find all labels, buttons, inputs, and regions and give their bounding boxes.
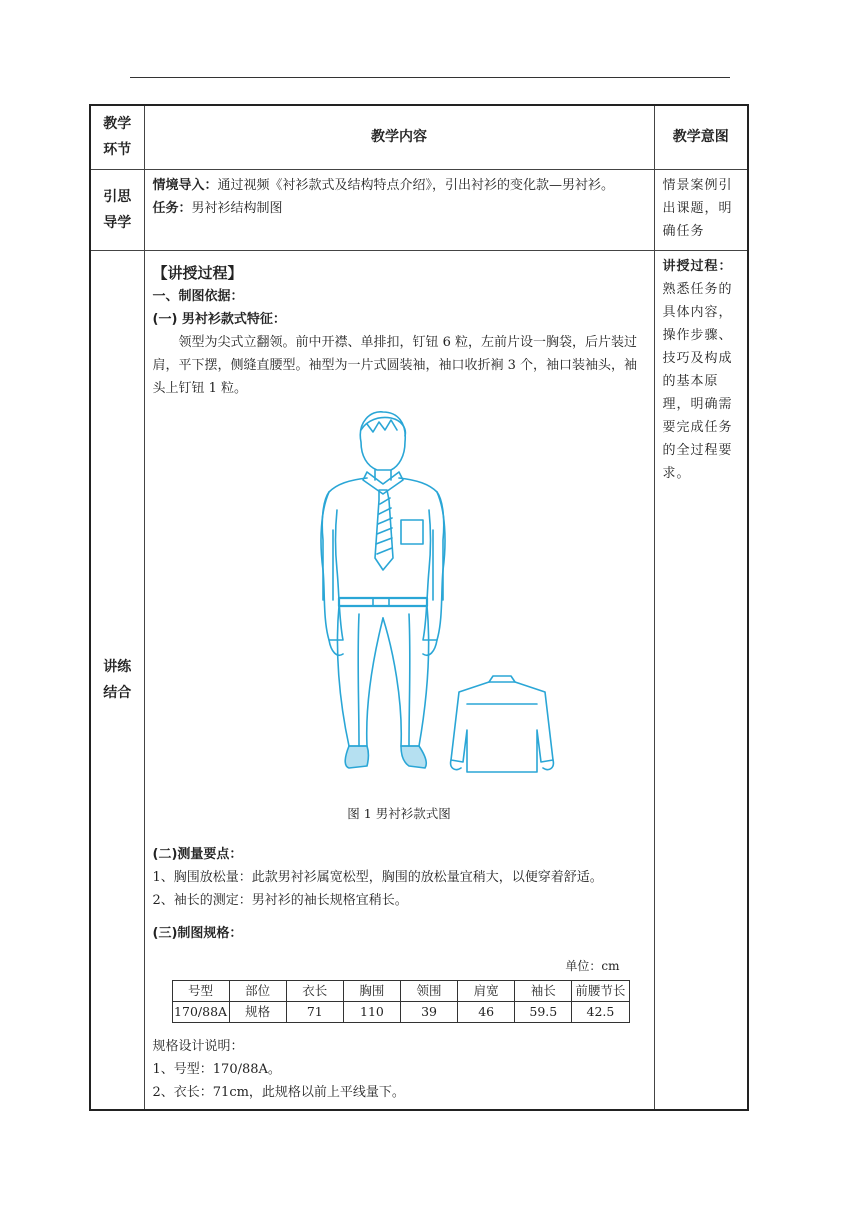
intent-text: 熟悉任务的具体内容，操作步骤、技巧及构成的基本原理，明确需要完成任务的全过程要求。	[662, 281, 733, 481]
shirt-style-illustration	[153, 400, 647, 800]
point-2: 2、袖长的测定：男衬衫的袖长规格宜稍长。	[152, 892, 408, 908]
spec-value-cell: 39	[401, 1001, 458, 1022]
row-intro	[90, 169, 748, 250]
spec-header-cell: 肩宽	[458, 980, 515, 1001]
section-teaching	[90, 250, 144, 1110]
spec-header-cell: 前腰节长	[572, 980, 629, 1001]
figure-caption: 图 1 男衬衫款式图	[347, 805, 451, 821]
intro-intent: 情景案例引出课题，明确任务	[654, 169, 748, 250]
shirt-figure	[153, 400, 646, 800]
task-line	[153, 197, 646, 220]
note-title: 规格设计说明：	[152, 1038, 244, 1054]
sub-heading-3: (三)制图规格：	[152, 925, 243, 941]
row-teaching	[90, 250, 748, 1110]
spec-header-row	[172, 980, 629, 1001]
spec-value-cell: 71	[286, 1001, 343, 1022]
spec-value-cell: 42.5	[572, 1001, 629, 1022]
task-label: 任务：	[152, 200, 192, 216]
spec-value-row	[172, 1001, 629, 1022]
intro-content	[144, 169, 654, 250]
spec-value-cell: 170/88A	[172, 1001, 229, 1022]
spec-value-cell: 59.5	[515, 1001, 572, 1022]
teaching-content	[144, 250, 654, 1110]
sub-heading-1-1: (一) 男衬衫款式特征：	[152, 311, 286, 327]
teaching-intent	[654, 250, 748, 1110]
style-description: 领型为尖式立翻领。前中开襟、单排扣，钉钮 6 粒，左前片设一胸袋，后片装过肩，平下摆，侧缝直腰型。袖型为一片式圆装袖，袖口收折裥 3 个，袖口装袖头，袖头上钉钮 1 粒。	[152, 334, 638, 396]
spec-value-cell: 110	[343, 1001, 400, 1022]
header-intent: 教学意图	[654, 105, 748, 169]
header-rule	[130, 77, 730, 78]
section-teaching-text: 讲练结合	[103, 658, 132, 701]
spec-header-cell: 领围	[401, 980, 458, 1001]
spec-value-cell: 规格	[229, 1001, 286, 1022]
spec-header-cell: 胸围	[343, 980, 400, 1001]
spec-value-cell: 46	[458, 1001, 515, 1022]
section-intro-text: 引思导学	[103, 188, 132, 231]
note-2: 2、衣长：71cm，此规格以前上平线量下。	[152, 1084, 405, 1100]
spec-table	[172, 980, 630, 1023]
point-1: 1、胸围放松量：此款男衬衫属宽松型，胸围的放松量宜稍大，以便穿着舒适。	[152, 869, 603, 885]
header-section	[90, 105, 144, 169]
lesson-table	[89, 104, 749, 1111]
spec-header-cell: 袖长	[515, 980, 572, 1001]
intro-label: 情境导入：	[152, 177, 218, 193]
note-1: 1、号型：170/88A。	[152, 1061, 281, 1077]
task-text: 男衬衫结构制图	[191, 200, 283, 216]
intro-text: 通过视频《衬衫款式及结构特点介绍》，引出衬衫的变化款—男衬衫。	[217, 177, 615, 193]
spec-header-cell: 号型	[172, 980, 229, 1001]
header-content: 教学内容	[144, 105, 654, 169]
sub-heading-2: (二)测量要点：	[152, 846, 243, 862]
spec-header-cell: 衣长	[286, 980, 343, 1001]
section-intro	[90, 169, 144, 250]
unit-label: 单位：cm	[565, 958, 620, 973]
intent-label: 讲授过程：	[662, 258, 733, 274]
intro-line	[153, 174, 646, 197]
header-section-text: 教学环节	[103, 116, 132, 159]
table-header-row	[90, 105, 748, 169]
teaching-heading: 【讲授过程】	[152, 263, 243, 282]
sub-heading-1: 一、制图依据：	[152, 288, 244, 304]
spec-header-cell: 部位	[229, 980, 286, 1001]
